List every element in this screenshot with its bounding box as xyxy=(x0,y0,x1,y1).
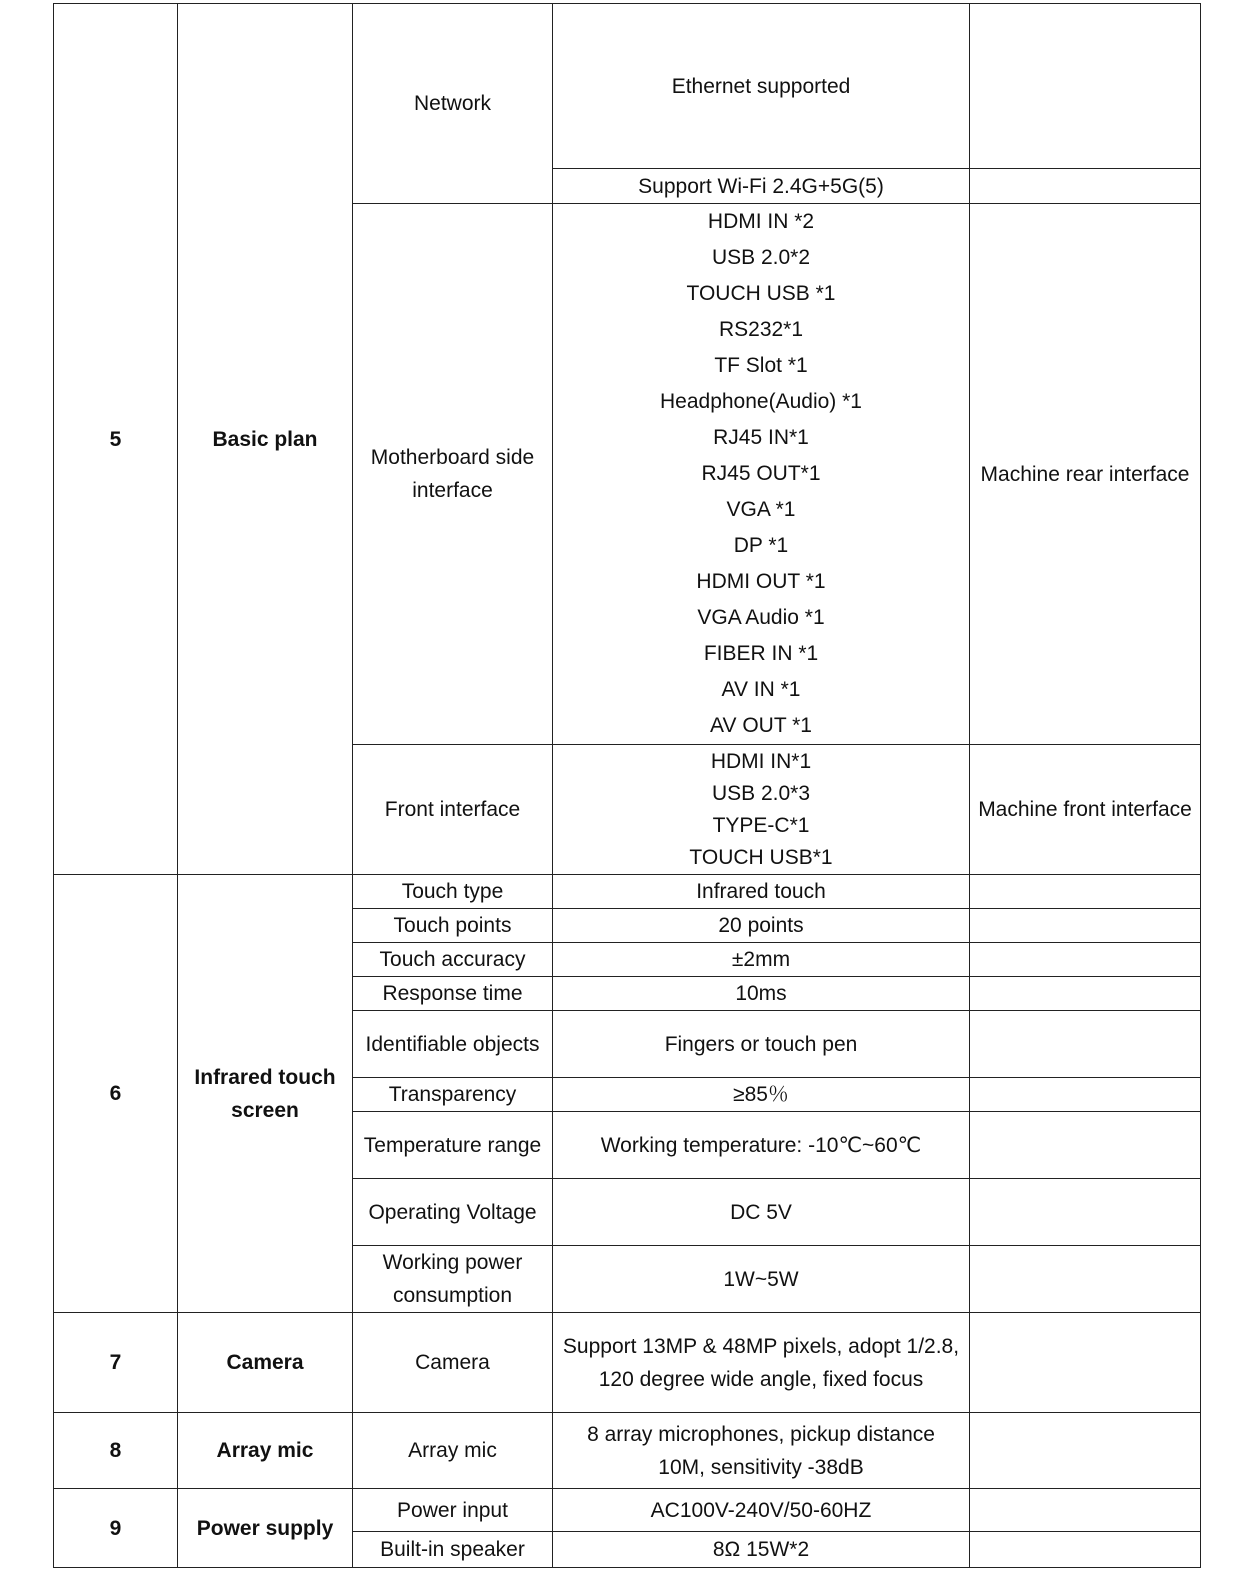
list-item: Headphone(Audio) *1 xyxy=(660,390,862,413)
list-item: HDMI IN*1 xyxy=(710,749,812,773)
item-cell: Array mic xyxy=(353,1413,553,1489)
section-category: Camera xyxy=(178,1313,353,1413)
value-cell: 8 array microphones, pickup distance 10M, sensitivity -38dB xyxy=(553,1413,970,1489)
list-item: HDMI OUT *1 xyxy=(696,570,826,593)
remark-cell xyxy=(970,1179,1201,1246)
item-cell: Identifiable objects xyxy=(353,1011,553,1078)
list-item: FIBER IN *1 xyxy=(703,642,819,665)
section-number: 5 xyxy=(54,4,178,875)
value-cell: Infrared touch xyxy=(553,875,970,909)
remark-cell xyxy=(970,4,1201,169)
remark-cell xyxy=(970,169,1201,204)
table-row xyxy=(54,1313,1201,1413)
item-cell: Power input xyxy=(353,1489,553,1532)
list-item: USB 2.0*2 xyxy=(711,246,811,269)
list-item: RS232*1 xyxy=(718,318,804,341)
table-row xyxy=(54,875,1201,909)
section-category: Basic plan xyxy=(178,4,353,875)
item-cell: Motherboard side interface xyxy=(353,204,553,745)
value-list-cell xyxy=(553,204,970,745)
table-row xyxy=(54,1489,1201,1532)
list-item: RJ45 IN*1 xyxy=(713,426,809,449)
list-item: TOUCH USB*1 xyxy=(689,845,833,869)
remark-cell xyxy=(970,1489,1201,1532)
spec-table xyxy=(53,3,1201,1568)
value-cell: DC 5V xyxy=(553,1179,970,1246)
section-number: 6 xyxy=(54,875,178,1313)
list-item: AV IN *1 xyxy=(721,678,801,701)
value-cell: 8Ω 15W*2 xyxy=(553,1532,970,1568)
section-number: 8 xyxy=(54,1413,178,1489)
list-item: HDMI IN *2 xyxy=(707,210,815,233)
list-item: VGA Audio *1 xyxy=(697,606,825,629)
remark-cell xyxy=(970,1413,1201,1489)
value-cell: Support Wi-Fi 2.4G+5G(5) xyxy=(553,169,970,204)
value-cell: AC100V-240V/50-60HZ xyxy=(553,1489,970,1532)
item-cell: Touch points xyxy=(353,909,553,943)
value-cell: Fingers or touch pen xyxy=(553,1011,970,1078)
item-cell: Front interface xyxy=(353,745,553,875)
remark-cell xyxy=(970,943,1201,977)
list-item: VGA *1 xyxy=(726,498,796,521)
remark-cell xyxy=(970,1246,1201,1313)
list-item: TOUCH USB *1 xyxy=(686,282,836,305)
value-cell: 20 points xyxy=(553,909,970,943)
remark-cell xyxy=(970,977,1201,1011)
list-item: TYPE-C*1 xyxy=(712,813,810,837)
value-cell: 10ms xyxy=(553,977,970,1011)
list-item: USB 2.0*3 xyxy=(711,781,811,805)
remark-cell xyxy=(970,1011,1201,1078)
remark-cell xyxy=(970,1078,1201,1112)
value-cell: Support 13MP & 48MP pixels, adopt 1/2.8, 120 degree wide angle, fixed focus xyxy=(553,1313,970,1413)
item-cell: Temperature range xyxy=(353,1112,553,1179)
table-row xyxy=(54,1413,1201,1489)
remark-cell xyxy=(970,1532,1201,1568)
list-item: DP *1 xyxy=(733,534,789,557)
value-list-cell xyxy=(553,745,970,875)
item-cell: Operating Voltage xyxy=(353,1179,553,1246)
value-cell: 1W~5W xyxy=(553,1246,970,1313)
section-category: Infrared touch screen xyxy=(178,875,353,1313)
remark-cell: Machine front interface xyxy=(970,745,1201,875)
item-cell: Working power consumption xyxy=(353,1246,553,1313)
section-number: 7 xyxy=(54,1313,178,1413)
section-number: 9 xyxy=(54,1489,178,1568)
item-cell: Response time xyxy=(353,977,553,1011)
value-cell: Ethernet supported xyxy=(553,4,970,169)
item-cell: Touch type xyxy=(353,875,553,909)
item-cell: Network xyxy=(353,4,553,204)
list-item: TF Slot *1 xyxy=(714,354,808,377)
section-category: Array mic xyxy=(178,1413,353,1489)
list-item: RJ45 OUT*1 xyxy=(701,462,821,485)
table-row xyxy=(54,4,1201,169)
list-item: AV OUT *1 xyxy=(710,714,812,737)
remark-cell xyxy=(970,875,1201,909)
remark-cell: Machine rear interface xyxy=(970,204,1201,745)
value-cell: Working temperature: -10℃~60℃ xyxy=(553,1112,970,1179)
value-cell: ≥85％ xyxy=(553,1078,970,1112)
item-cell: Transparency xyxy=(353,1078,553,1112)
item-cell: Built-in speaker xyxy=(353,1532,553,1568)
remark-cell xyxy=(970,909,1201,943)
section-category: Power supply xyxy=(178,1489,353,1568)
remark-cell xyxy=(970,1313,1201,1413)
remark-cell xyxy=(970,1112,1201,1179)
item-cell: Touch accuracy xyxy=(353,943,553,977)
item-cell: Camera xyxy=(353,1313,553,1413)
value-cell: ±2mm xyxy=(553,943,970,977)
